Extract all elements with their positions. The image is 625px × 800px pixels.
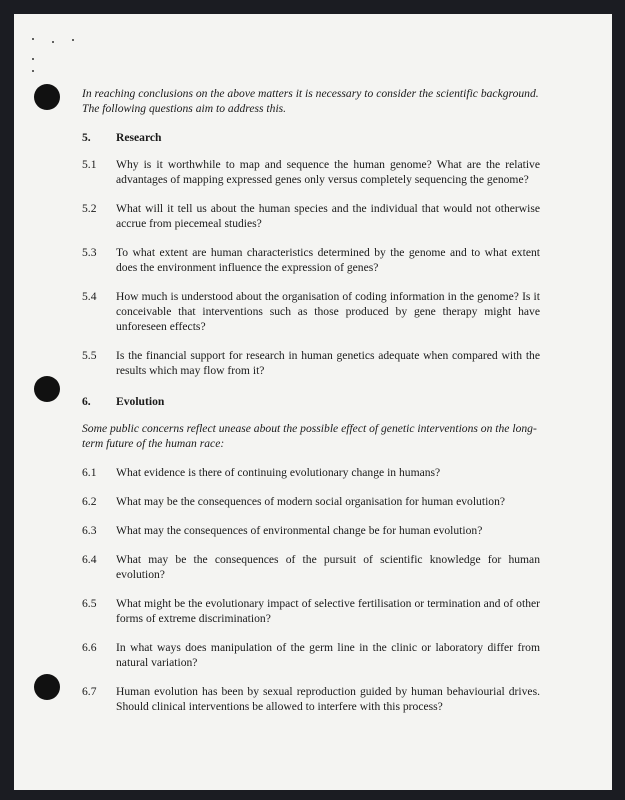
question-number: 5.3 (82, 246, 97, 259)
question-number: 6.3 (82, 524, 97, 537)
question-item (82, 552, 540, 582)
punch-hole-top (34, 84, 60, 110)
question-item (82, 596, 540, 626)
question-text: What evidence is there of continuing evolutionary change in humans? (116, 466, 441, 479)
question-item (82, 157, 540, 187)
question-number: 5.1 (82, 158, 97, 171)
question-text: To what extent are human characteristics determined by the genome and to what extent does the environment influence the expression of genes? (116, 246, 540, 274)
question-number: 6.6 (82, 641, 97, 654)
question-item (82, 289, 540, 334)
question-item (82, 684, 540, 714)
speck (72, 39, 74, 41)
question-text: What may be the consequences of modern social organisation for human evolution? (116, 495, 506, 508)
section-subtitle: Some public concerns reflect unease about the possible effect of genetic interventions on the long-term future of the human race: (82, 422, 537, 450)
question-number: 6.1 (82, 466, 97, 479)
speck (32, 58, 34, 60)
section-heading-research (82, 130, 540, 145)
speck (32, 70, 34, 72)
question-text: Why is it worthwhile to map and sequence the human genome? What are the relative advantages of mapping expressed genes only versus completely sequencing the genome? (116, 158, 540, 186)
speck (52, 41, 54, 43)
question-item (82, 494, 540, 509)
section-heading-evolution (82, 394, 540, 409)
intro-paragraph: In reaching conclusions on the above matters it is necessary to consider the scientific background. The following questions aim to address this. (82, 87, 539, 115)
question-number: 5.5 (82, 349, 97, 362)
question-item (82, 465, 540, 480)
document-content (82, 86, 540, 714)
question-number: 6.7 (82, 685, 97, 698)
section-number: 5. (82, 131, 91, 144)
section-title: Evolution (116, 395, 165, 408)
question-number: 6.2 (82, 495, 97, 508)
question-number: 5.2 (82, 202, 97, 215)
question-item (82, 201, 540, 231)
section-number: 6. (82, 395, 91, 408)
question-text: In what ways does manipulation of the germ line in the clinic or laboratory differ from natural variation? (116, 641, 540, 669)
question-text: What might be the evolutionary impact of selective fertilisation or termination and of other forms of extreme discrimination? (116, 597, 540, 625)
question-text: Human evolution has been by sexual reproduction guided by human behaviourial drives. Should clinical interventions be allowed to interfere with this process? (116, 685, 540, 713)
section-title: Research (116, 131, 162, 144)
punch-hole-bottom (34, 674, 60, 700)
question-item (82, 523, 540, 538)
speck (32, 38, 34, 40)
question-number: 6.4 (82, 553, 97, 566)
question-text: What will it tell us about the human species and the individual that would not otherwise accrue from piecemeal studies? (116, 202, 540, 230)
question-number: 6.5 (82, 597, 97, 610)
question-item (82, 348, 540, 378)
punch-hole-middle (34, 376, 60, 402)
question-text: What may the consequences of environmental change be for human evolution? (116, 524, 483, 537)
document-page (14, 14, 612, 790)
question-text: How much is understood about the organisation of coding information in the genome? Is it conceivable that interventions such as those produced by gene therapy might have unforeseen effects? (116, 290, 540, 333)
question-number: 5.4 (82, 290, 97, 303)
question-item (82, 640, 540, 670)
question-text: Is the financial support for research in human genetics adequate when compared with the results which may flow from it? (116, 349, 540, 377)
question-text: What may be the consequences of the pursuit of scientific knowledge for human evolution? (116, 553, 540, 581)
question-item (82, 245, 540, 275)
